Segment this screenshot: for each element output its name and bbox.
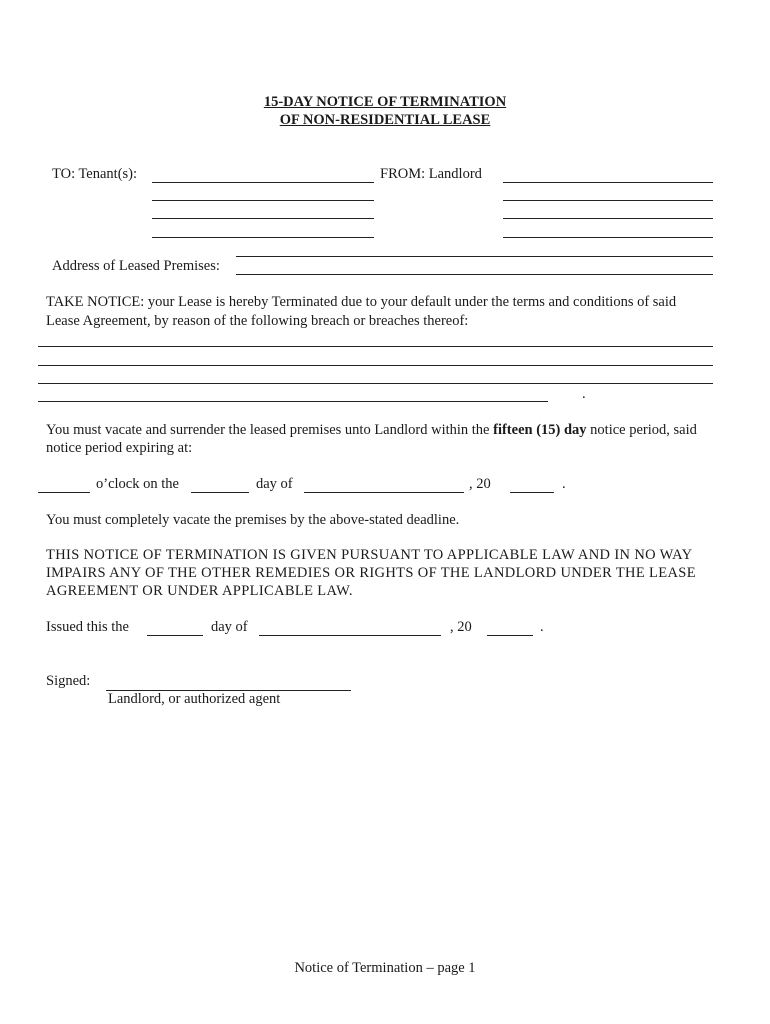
address-label: Address of Leased Premises: xyxy=(52,258,220,274)
issued-month-field[interactable] xyxy=(259,635,441,636)
year-prefix-label: , 20 xyxy=(469,476,491,492)
landlord-name-field-1[interactable] xyxy=(503,182,713,183)
document-title-line2: OF NON-RESIDENTIAL LEASE xyxy=(279,112,491,128)
issued-year-field[interactable] xyxy=(487,635,533,636)
address-field-upper[interactable] xyxy=(236,256,713,257)
take-notice-line2: Lease Agreement, by reason of the following breach or breaches thereof: xyxy=(46,313,469,329)
issued-label: Issued this the xyxy=(46,619,129,635)
from-landlord-label: FROM: Landlord xyxy=(380,166,482,182)
legal-notice-line2: IMPAIRS ANY OF THE OTHER REMEDIES OR RIGHTS OF THE LANDLORD UNDER THE LEASE xyxy=(46,565,696,581)
expiry-year-field[interactable] xyxy=(510,492,554,493)
to-tenant-label: TO: Tenant(s): xyxy=(52,166,138,182)
vacate-paragraph-line1 xyxy=(46,422,697,439)
landlord-name-field-4[interactable] xyxy=(503,237,713,238)
take-notice-line1: TAKE NOTICE: your Lease is hereby Terminated due to your default under the terms and conditions of said xyxy=(46,294,677,310)
tenant-name-field-4[interactable] xyxy=(152,237,374,238)
document-title-line1: 15-DAY NOTICE OF TERMINATION xyxy=(263,94,507,110)
page-footer: Notice of Termination – page 1 xyxy=(294,960,476,976)
issued-day-of-label: day of xyxy=(211,619,248,635)
address-field[interactable] xyxy=(236,274,713,275)
expiry-day-field[interactable] xyxy=(191,492,249,493)
signer-caption: Landlord, or authorized agent xyxy=(108,691,281,707)
landlord-name-field-2[interactable] xyxy=(503,200,713,201)
tenant-name-field-2[interactable] xyxy=(152,200,374,201)
tenant-name-field-3[interactable] xyxy=(152,218,374,219)
expiry-month-field[interactable] xyxy=(304,492,464,493)
issued-day-field[interactable] xyxy=(147,635,203,636)
legal-notice-line3: AGREEMENT OR UNDER APPLICABLE LAW. xyxy=(46,583,353,599)
breach-field-3[interactable] xyxy=(38,383,713,384)
breach-field-2[interactable] xyxy=(38,365,713,366)
landlord-name-field-3[interactable] xyxy=(503,218,713,219)
tenant-name-field-1[interactable] xyxy=(152,182,374,183)
deadline-text: You must completely vacate the premises by the above-stated deadline. xyxy=(46,512,460,528)
issued-period: . xyxy=(540,619,544,635)
legal-notice-line1: THIS NOTICE OF TERMINATION IS GIVEN PURSUANT TO APPLICABLE LAW AND IN NO WAY xyxy=(46,547,693,563)
breach-period: . xyxy=(582,386,586,402)
oclock-label: o’clock on the xyxy=(96,476,179,492)
expiry-period: . xyxy=(562,476,566,492)
vacate-paragraph-line2: notice period expiring at: xyxy=(46,440,193,456)
vacate-text-bold: fifteen (15) day xyxy=(493,422,587,438)
day-of-label: day of xyxy=(256,476,293,492)
breach-field-4[interactable] xyxy=(38,401,548,402)
signed-label: Signed: xyxy=(46,673,91,689)
vacate-text-pre: You must vacate and surrender the leased premises unto Landlord within the xyxy=(46,422,494,438)
hour-field[interactable] xyxy=(38,492,90,493)
breach-field-1[interactable] xyxy=(38,346,713,347)
vacate-text-post: notice period, said xyxy=(586,422,697,438)
issued-year-prefix-label: , 20 xyxy=(450,619,472,635)
